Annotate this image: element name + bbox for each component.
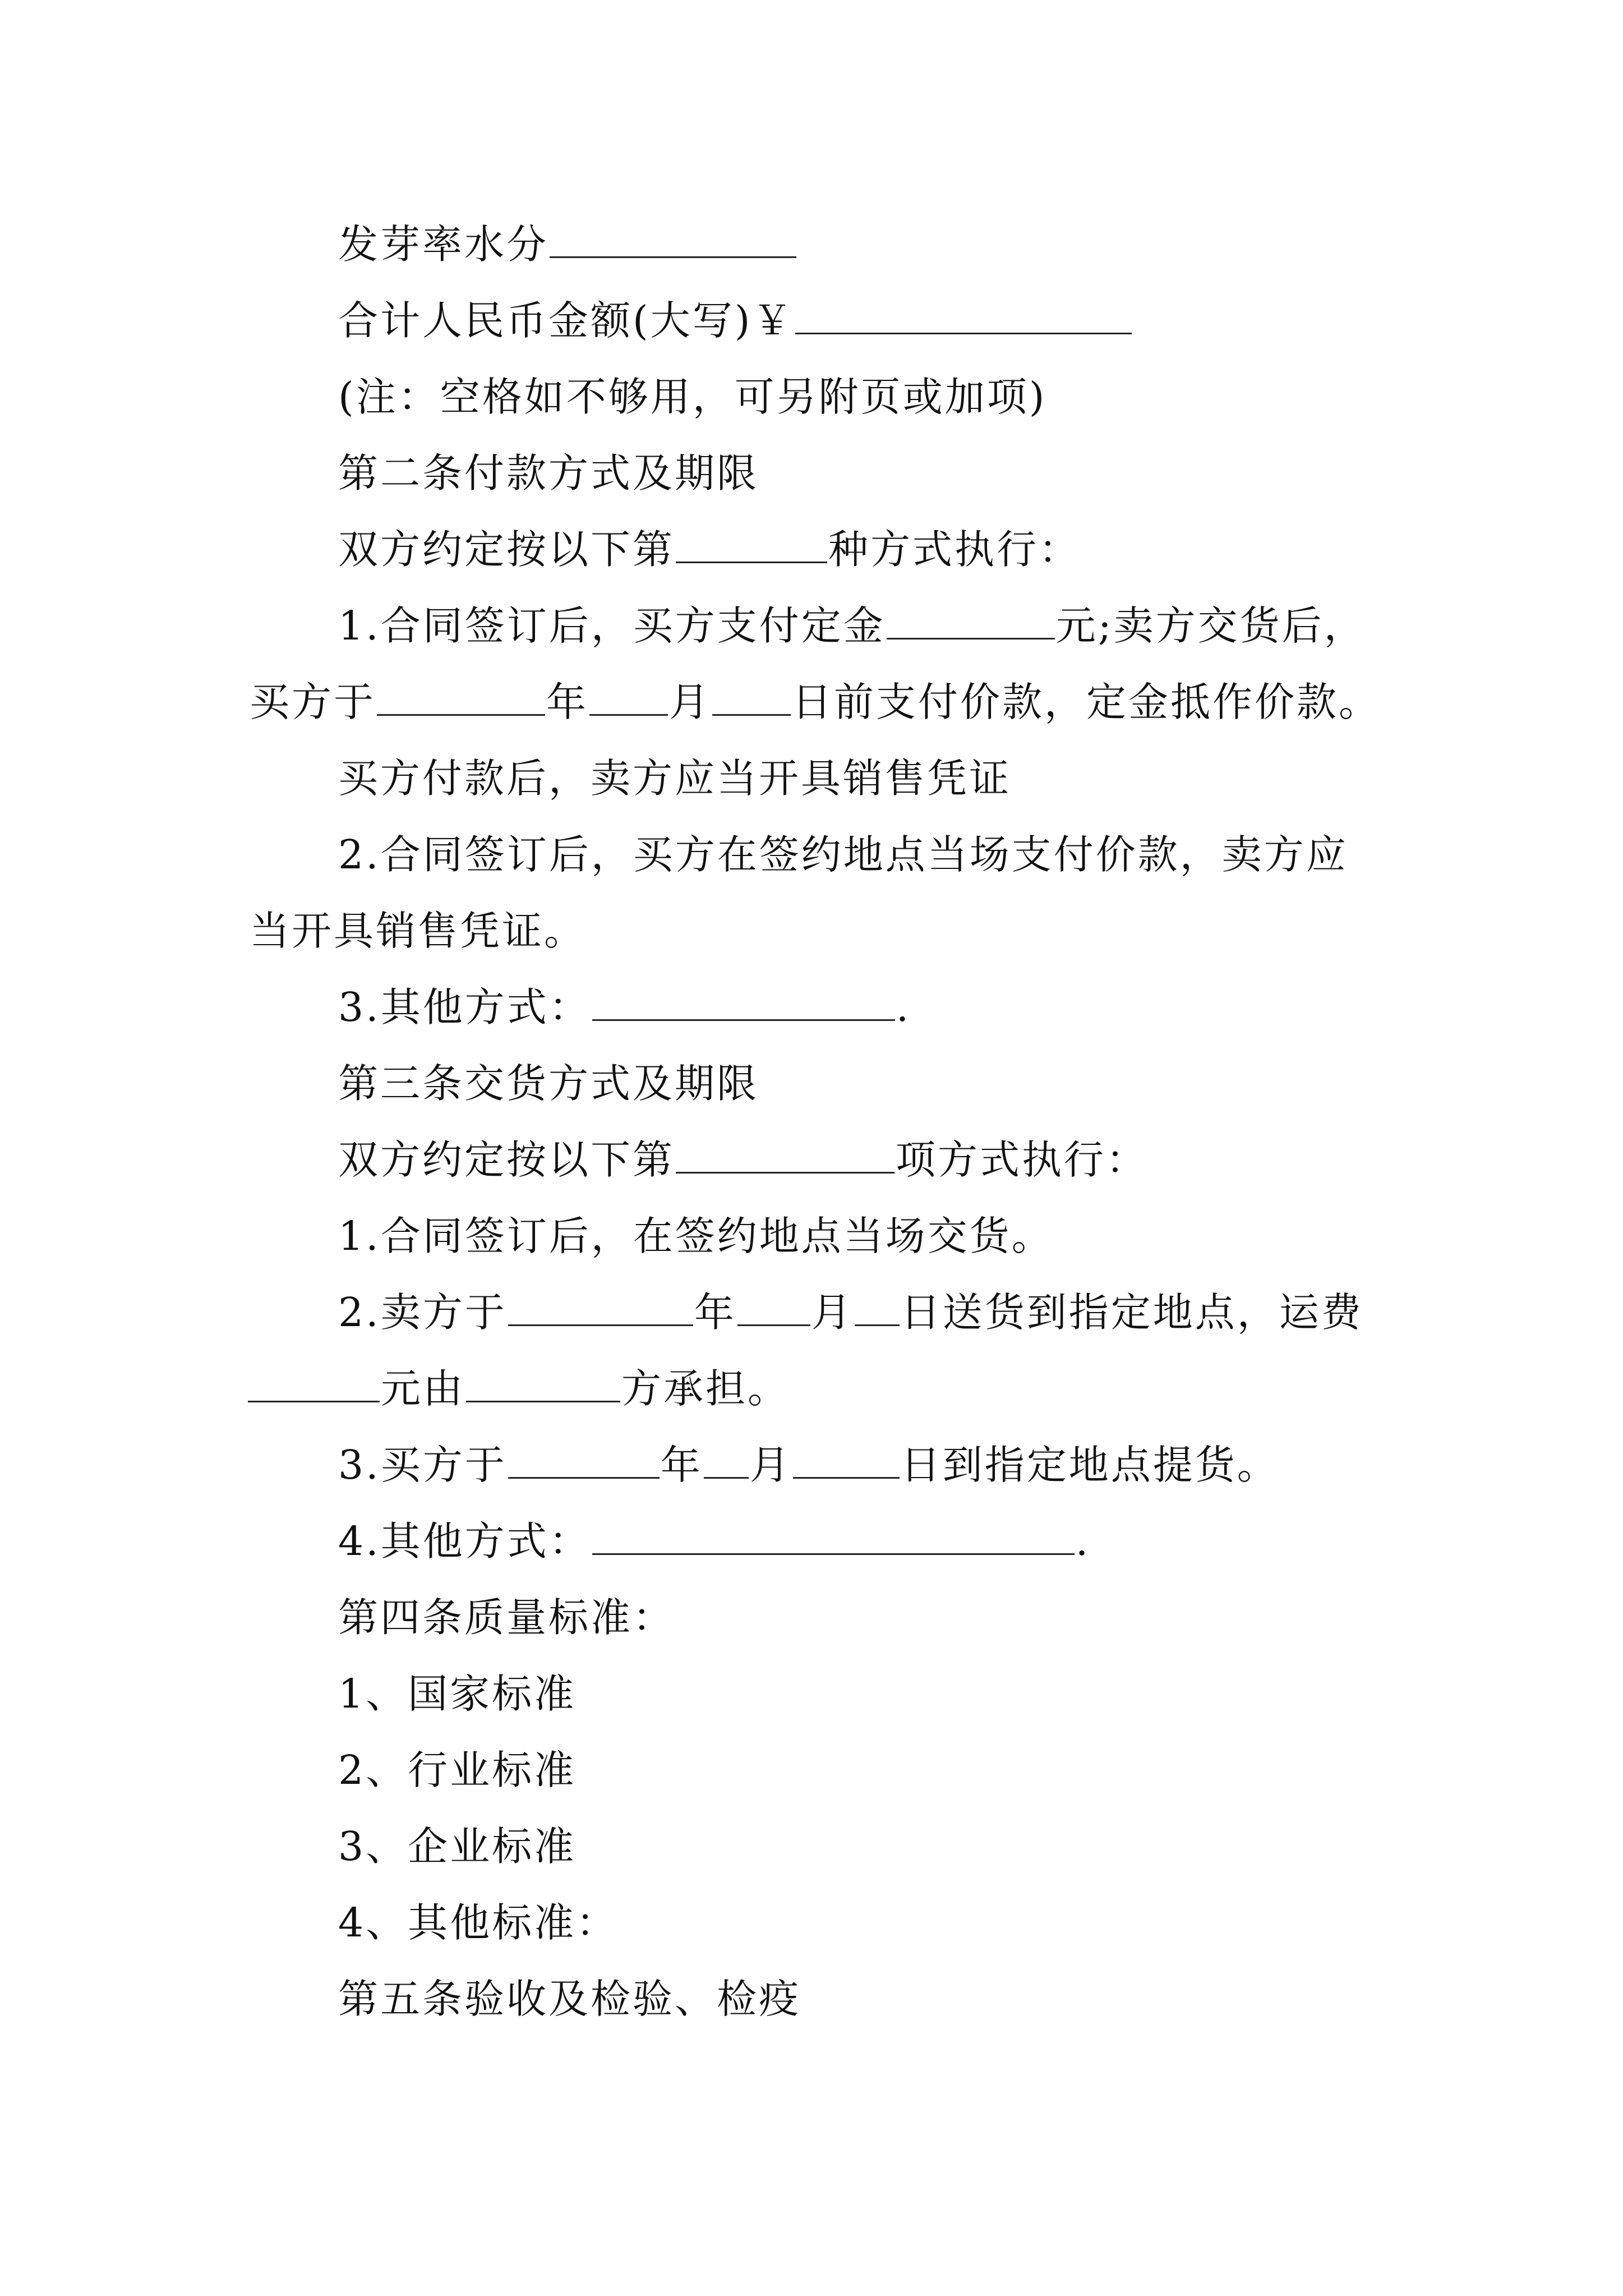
standard-item-4 — [250, 1885, 1394, 1961]
standard-enterprise: 3、企业标准 — [338, 1823, 577, 1870]
line-payment-1a — [250, 588, 1394, 664]
standard-industry: 2、行业标准 — [338, 1747, 577, 1793]
delivery-choice-text: 双方约定按以下第 — [338, 1137, 675, 1183]
payment-day-blank — [712, 714, 791, 716]
delivery-year-blank — [508, 1324, 693, 1326]
freight-amount-blank — [248, 1401, 380, 1402]
payment-other-blank — [592, 1019, 895, 1021]
payment-choice-suffix: 种方式执行： — [828, 526, 1081, 573]
deposit-blank — [887, 638, 1055, 639]
payment-3-period: . — [896, 984, 911, 1030]
total-amount-blank — [795, 333, 1132, 334]
article-4-heading — [250, 1580, 1394, 1656]
delivery-choice-suffix: 项方式执行： — [896, 1137, 1149, 1183]
line-delivery-1 — [250, 1198, 1394, 1274]
delivery-4-period: . — [1075, 1518, 1091, 1565]
delivery-2-suffix: 日送货到指定地点，运费 — [900, 1289, 1363, 1336]
line-delivery-choice — [250, 1122, 1394, 1198]
standard-other: 4、其他标准： — [338, 1899, 619, 1946]
germination-blank — [550, 256, 796, 258]
pickup-day-blank — [793, 1477, 900, 1479]
contract-body — [250, 206, 1394, 2037]
line-delivery-2b — [247, 1351, 1394, 1427]
line-total-amount — [250, 283, 1394, 359]
payment-choice-text: 双方约定按以下第 — [338, 526, 675, 573]
payment-month-label: 月 — [669, 679, 712, 725]
payment-date-suffix: 日前支付价款，定金抵作价款。 — [792, 679, 1381, 725]
standard-item-1 — [250, 1656, 1394, 1732]
delivery-1-text: 1.合同签订后，在签约地点当场交货。 — [338, 1213, 1054, 1259]
payment-year-label: 年 — [546, 679, 589, 725]
receipt-text: 买方付款后，卖方应当开具销售凭证 — [338, 755, 1012, 802]
line-payment-3 — [250, 969, 1394, 1046]
article-3-heading — [250, 1046, 1394, 1122]
delivery-choice-blank — [676, 1172, 895, 1174]
article-4-title: 第四条质量标准： — [338, 1594, 675, 1641]
standard-national: 1、国家标准 — [338, 1671, 577, 1717]
line-payment-2a — [250, 817, 1394, 893]
freight-party-blank — [466, 1401, 620, 1402]
line-payment-1b — [250, 664, 1394, 740]
note-text: (注：空格如不够用，可另附页或加项) — [338, 374, 1047, 420]
line-payment-2b — [250, 893, 1394, 969]
line-delivery-3 — [250, 1427, 1394, 1503]
standard-item-2 — [250, 1732, 1394, 1809]
payment-choice-blank — [676, 562, 827, 563]
standard-item-3 — [250, 1809, 1394, 1885]
line-payment-choice — [250, 512, 1394, 588]
delivery-year-label: 年 — [694, 1289, 736, 1336]
payment-2-continued: 当开具销售凭证。 — [250, 908, 587, 954]
pickup-month-label: 月 — [749, 1442, 792, 1488]
line-delivery-2a — [250, 1274, 1394, 1351]
payment-2-text: 2.合同签订后，买方在签约地点当场支付价款，卖方应 — [338, 831, 1348, 878]
payment-3-text: 3.其他方式： — [338, 984, 591, 1030]
payment-date-prefix: 买方于 — [250, 679, 376, 725]
pickup-year-label: 年 — [660, 1442, 703, 1488]
payment-year-blank — [377, 714, 545, 716]
article-5-heading — [250, 1961, 1394, 2037]
freight-label: 元由 — [381, 1365, 465, 1412]
pickup-prefix: 3.买方于 — [338, 1442, 507, 1488]
delivery-4-text: 4.其他方式： — [338, 1518, 591, 1565]
article-2-title: 第二条付款方式及期限 — [338, 450, 759, 496]
payment-1-suffix: 元;卖方交货后， — [1055, 602, 1366, 649]
freight-suffix: 方承担。 — [621, 1365, 790, 1412]
delivery-month-blank — [737, 1324, 810, 1326]
line-note — [250, 359, 1394, 435]
delivery-2-prefix: 2.卖方于 — [338, 1289, 507, 1336]
germination-label: 发芽率水分 — [338, 221, 549, 268]
delivery-day-blank — [855, 1324, 900, 1326]
line-receipt — [250, 740, 1394, 817]
delivery-other-blank — [592, 1553, 1075, 1555]
article-5-title: 第五条验收及检验、检疫 — [338, 1976, 801, 2022]
line-delivery-4 — [250, 1503, 1394, 1580]
article-3-title: 第三条交货方式及期限 — [338, 1060, 759, 1107]
payment-1-text: 1.合同签订后，买方支付定金 — [338, 602, 886, 649]
delivery-month-label: 月 — [811, 1289, 854, 1336]
pickup-year-blank — [508, 1477, 660, 1479]
total-amount-label: 合计人民币金额(大写)￥ — [338, 297, 795, 344]
payment-month-blank — [589, 714, 668, 716]
pickup-month-blank — [704, 1477, 749, 1479]
line-germination — [250, 206, 1394, 283]
article-2-heading — [250, 435, 1394, 512]
pickup-suffix: 日到指定地点提货。 — [900, 1442, 1279, 1488]
